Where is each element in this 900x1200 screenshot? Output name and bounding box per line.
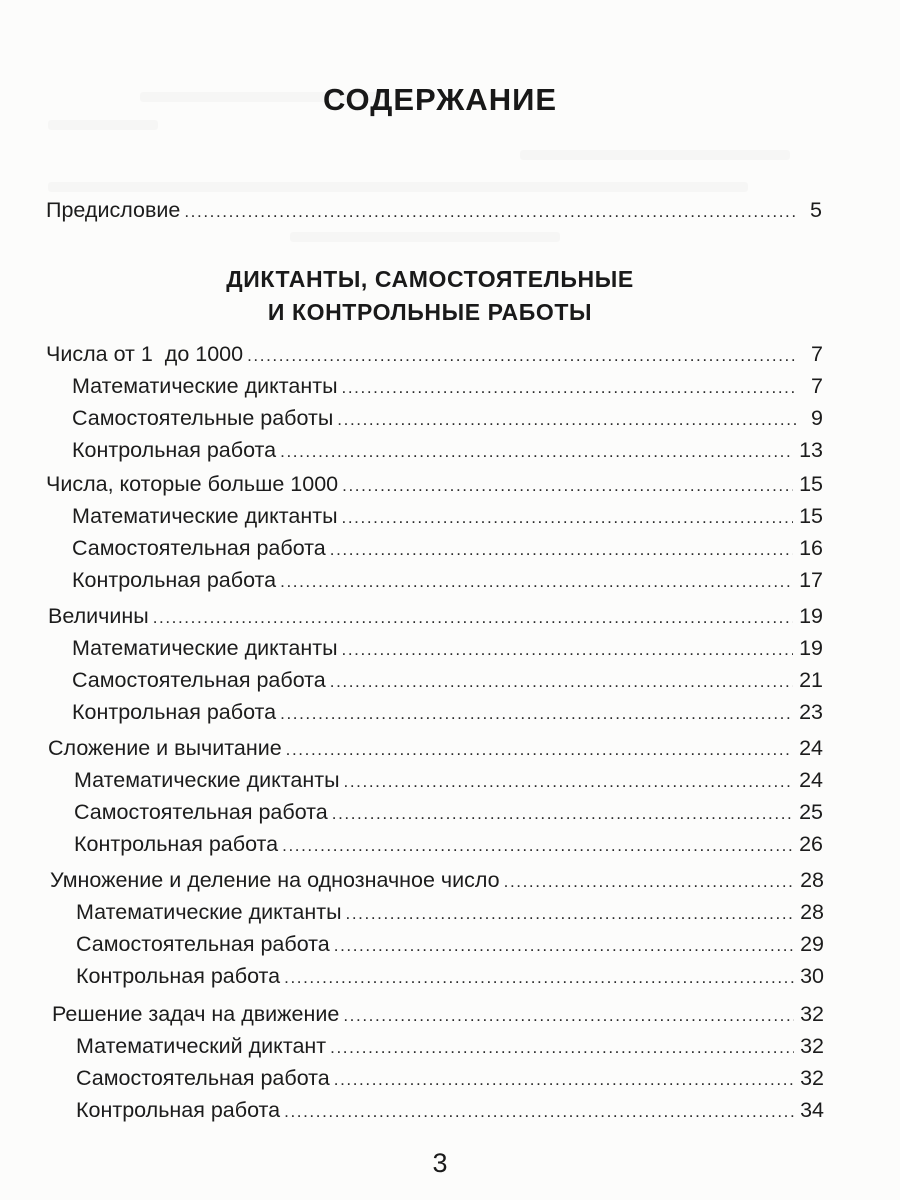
toc-subentry-label: Самостоятельная работа (76, 1066, 330, 1090)
toc-leader-dots (330, 1035, 794, 1061)
toc-page-number: 9 (811, 406, 823, 430)
toc-group-motion-problems (52, 1001, 824, 1029)
toc-subentry-label: Математический диктант (76, 1034, 327, 1058)
toc-leader-dots (342, 473, 793, 499)
toc-page-number: 24 (799, 736, 823, 760)
toc-page-number: 16 (799, 536, 823, 560)
toc-leader-dots (332, 801, 793, 827)
toc-group-addition-subtraction (48, 735, 823, 763)
toc-group-label: Умножение и деление на однозначное число (50, 868, 500, 892)
toc-entry-preface (46, 197, 822, 225)
toc-subentry-label: Контрольная работа (72, 568, 277, 592)
toc-subentry-label: Контрольная работа (76, 964, 281, 988)
toc-leader-dots (184, 199, 796, 225)
toc-subentry-label: Самостоятельная работа (74, 800, 328, 824)
show-through-mark (290, 232, 560, 242)
toc-subentry (72, 535, 823, 563)
show-through-mark (48, 182, 748, 192)
toc-page-number: 5 (810, 198, 822, 222)
toc-subentry-label: Математические диктанты (72, 374, 338, 398)
toc-leader-dots (280, 439, 793, 465)
toc-page-number: 19 (799, 636, 823, 660)
toc-subentry-label: Самостоятельная работа (76, 932, 330, 956)
toc-subentry (74, 799, 823, 827)
toc-subentry (72, 503, 823, 531)
toc-leader-dots (247, 343, 797, 369)
toc-subentry-label: Контрольная работа (76, 1098, 281, 1122)
toc-leader-dots (337, 407, 797, 433)
page-title: СОДЕРЖАНИЕ (322, 82, 558, 117)
toc-subentry (74, 767, 823, 795)
toc-page-number: 28 (800, 900, 824, 924)
toc-page-number: 13 (799, 438, 823, 462)
toc-subentry (72, 405, 823, 433)
toc-subentry (72, 635, 823, 663)
toc-page-number: 29 (800, 932, 824, 956)
toc-subentry (72, 699, 823, 727)
toc-page-number: 15 (799, 472, 823, 496)
toc-group-numbers-to-1000 (46, 341, 823, 369)
toc-subentry-label: Математические диктанты (74, 768, 340, 792)
toc-subentry-label: Математические диктанты (76, 900, 342, 924)
toc-leader-dots (153, 605, 793, 631)
toc-page-number: 17 (799, 568, 823, 592)
toc-subentry (76, 1033, 824, 1061)
page-number: 3 (432, 1148, 448, 1178)
toc-leader-dots (330, 537, 793, 563)
toc-leader-dots (342, 505, 794, 531)
toc-leader-dots (330, 669, 793, 695)
section-heading-line-1: ДИКТАНТЫ, САМОСТОЯТЕЛЬНЫЕ (226, 266, 634, 292)
toc-leader-dots (284, 965, 794, 991)
toc-subentry (76, 963, 824, 991)
toc-page-number: 26 (799, 832, 823, 856)
toc-leader-dots (280, 569, 793, 595)
toc-subentry (72, 667, 823, 695)
toc-subentry (74, 831, 823, 859)
toc-page-number: 7 (811, 342, 823, 366)
toc-page-number: 7 (811, 374, 823, 398)
toc-leader-dots (286, 737, 793, 763)
toc-page-number: 32 (800, 1002, 824, 1026)
toc-subentry (76, 1097, 824, 1125)
toc-subentry (72, 437, 823, 465)
toc-page-number: 32 (800, 1034, 824, 1058)
toc-group-numbers-over-1000 (46, 471, 823, 499)
toc-subentry-label: Самостоятельная работа (72, 536, 326, 560)
toc-leader-dots (343, 1003, 794, 1029)
toc-group-label: Сложение и вычитание (48, 736, 282, 760)
toc-group-quantities (48, 603, 823, 631)
toc-subentry-label: Математические диктанты (72, 636, 338, 660)
show-through-mark (48, 120, 158, 130)
toc-subentry-label: Контрольная работа (72, 700, 277, 724)
toc-page-number: 32 (800, 1066, 824, 1090)
toc-leader-dots (280, 701, 793, 727)
toc-subentry-label: Контрольная работа (72, 438, 277, 462)
toc-group-label: Величины (48, 604, 149, 628)
toc-subentry (76, 1065, 824, 1093)
section-heading-line-2: И КОНТРОЛЬНЫЕ РАБОТЫ (267, 299, 593, 325)
toc-page-number: 24 (799, 768, 823, 792)
toc-subentry-label: Самостоятельная работа (72, 668, 326, 692)
toc-subentry (76, 899, 824, 927)
toc-entry-label: Предисловие (46, 198, 181, 222)
toc-subentry-label: Математические диктанты (72, 504, 338, 528)
toc-leader-dots (342, 637, 794, 663)
toc-leader-dots (346, 901, 795, 927)
toc-leader-dots (344, 769, 794, 795)
toc-subentry (72, 373, 823, 401)
toc-leader-dots (284, 1099, 794, 1125)
toc-leader-dots (342, 375, 797, 401)
toc-group-label: Числа, которые больше 1000 (46, 472, 339, 496)
toc-page-number: 15 (799, 504, 823, 528)
toc-subentry-label: Самостоятельные работы (72, 406, 334, 430)
toc-page-number: 30 (800, 964, 824, 988)
toc-leader-dots (334, 1067, 794, 1093)
toc-page-number: 19 (799, 604, 823, 628)
toc-page-number: 25 (799, 800, 823, 824)
toc-page-number: 21 (799, 668, 823, 692)
show-through-mark (520, 150, 790, 160)
toc-page-number: 28 (800, 868, 824, 892)
toc-leader-dots (334, 933, 794, 959)
toc-page-number: 34 (800, 1098, 824, 1122)
toc-group-label: Числа от 1 до 1000 (46, 342, 244, 366)
toc-leader-dots (504, 869, 794, 895)
toc-subentry-label: Контрольная работа (74, 832, 279, 856)
toc-subentry (76, 931, 824, 959)
toc-page-number: 23 (799, 700, 823, 724)
toc-subentry (72, 567, 823, 595)
toc-leader-dots (282, 833, 793, 859)
toc-group-multiplication-division (50, 867, 824, 895)
toc-group-label: Решение задач на движение (52, 1002, 340, 1026)
